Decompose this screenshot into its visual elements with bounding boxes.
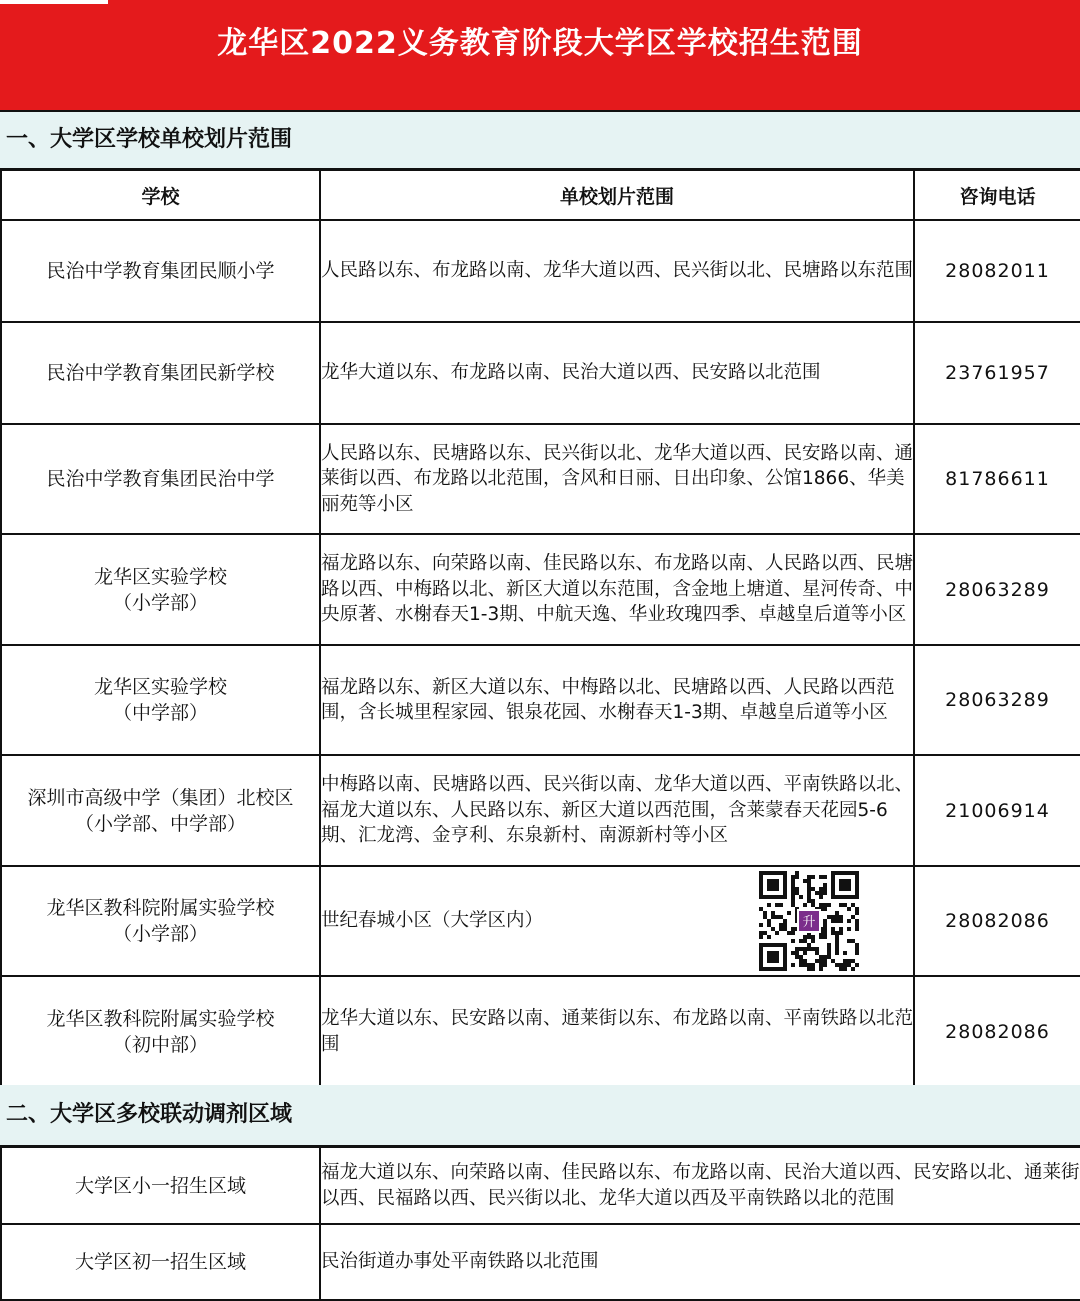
qr-module bbox=[847, 939, 851, 943]
school-name: 民治中学教育集团民顺小学 bbox=[1, 220, 320, 322]
qr-module bbox=[819, 875, 823, 879]
qr-module bbox=[823, 903, 827, 907]
qr-module bbox=[799, 959, 803, 963]
qr-module bbox=[815, 891, 819, 895]
qr-module bbox=[819, 887, 823, 891]
qr-module bbox=[847, 907, 851, 911]
qr-module bbox=[819, 959, 823, 963]
table-row bbox=[1, 1147, 1080, 1224]
table-row bbox=[1, 424, 1080, 534]
table-row bbox=[1, 645, 1080, 755]
qr-module bbox=[803, 947, 807, 951]
qr-module bbox=[807, 879, 811, 883]
qr-code[interactable] bbox=[751, 867, 869, 975]
qr-module bbox=[811, 939, 815, 943]
qr-module bbox=[807, 895, 811, 899]
range-text: 民治街道办事处平南铁路以北范围 bbox=[320, 1224, 1080, 1300]
table-row bbox=[1, 220, 1080, 322]
qr-module bbox=[839, 931, 843, 935]
qr-module bbox=[843, 951, 847, 955]
qr-module bbox=[823, 959, 827, 963]
qr-module bbox=[759, 931, 763, 935]
qr-module bbox=[779, 923, 783, 927]
qr-module bbox=[843, 959, 847, 963]
school-range-table bbox=[0, 169, 1080, 1088]
area-name: 大学区小一招生区域 bbox=[1, 1147, 320, 1224]
qr-module bbox=[803, 963, 807, 967]
qr-module bbox=[839, 919, 843, 923]
qr-module bbox=[791, 931, 795, 935]
qr-module bbox=[851, 939, 855, 943]
qr-module bbox=[767, 903, 771, 907]
qr-module bbox=[803, 935, 807, 939]
qr-module bbox=[811, 963, 815, 967]
range-text: 人民路以东、民塘路以东、民兴街以北、龙华大道以西、民安路以南、通莱街以西、布龙路以北范围，含风和日丽、日出印象、公馆1866、华美丽苑等小区 bbox=[320, 424, 914, 534]
qr-module bbox=[835, 947, 839, 951]
qr-module bbox=[823, 927, 827, 931]
qr-module bbox=[795, 951, 799, 955]
qr-module bbox=[851, 903, 855, 907]
qr-module bbox=[855, 911, 859, 915]
qr-module bbox=[823, 955, 827, 959]
area-name: 大学区初一招生区域 bbox=[1, 1224, 320, 1300]
table-row bbox=[1, 1224, 1080, 1300]
qr-module bbox=[811, 899, 815, 903]
header-school: 学校 bbox=[1, 170, 320, 220]
qr-module bbox=[791, 951, 795, 955]
qr-module bbox=[807, 883, 811, 887]
qr-module bbox=[775, 931, 779, 935]
qr-module bbox=[819, 895, 823, 899]
qr-module bbox=[807, 887, 811, 891]
qr-module bbox=[767, 923, 771, 927]
qr-module bbox=[791, 883, 795, 887]
qr-module bbox=[763, 931, 767, 935]
qr-module bbox=[775, 903, 779, 907]
qr-module bbox=[791, 939, 795, 943]
qr-module bbox=[791, 927, 795, 931]
adjustment-area-table bbox=[0, 1146, 1080, 1301]
qr-module bbox=[843, 903, 847, 907]
qr-module bbox=[815, 959, 819, 963]
qr-module bbox=[835, 943, 839, 947]
qr-module bbox=[827, 947, 831, 951]
qr-module bbox=[811, 935, 815, 939]
qr-module bbox=[855, 951, 859, 955]
qr-module bbox=[827, 951, 831, 955]
phone-number: 28063289 bbox=[914, 534, 1080, 645]
phone-number: 23761957 bbox=[914, 322, 1080, 424]
qr-module bbox=[787, 931, 791, 935]
qr-module bbox=[847, 963, 851, 967]
qr-module bbox=[823, 931, 827, 935]
qr-module bbox=[791, 887, 795, 891]
qr-module bbox=[799, 963, 803, 967]
qr-module bbox=[763, 911, 767, 915]
qr-module bbox=[811, 947, 815, 951]
qr-module bbox=[839, 915, 843, 919]
qr-module bbox=[771, 915, 775, 919]
qr-module bbox=[847, 927, 851, 931]
section-2-heading: 二、大学区多校联动调剂区域 bbox=[0, 1085, 1080, 1147]
qr-module bbox=[807, 935, 811, 939]
qr-module bbox=[791, 899, 795, 903]
qr-module bbox=[783, 927, 787, 931]
qr-module bbox=[855, 907, 859, 911]
range-text: 福龙路以东、向荣路以南、佳民路以东、布龙路以南、人民路以西、民塘路以西、中梅路以北、新区大道以东范围，含金地上塘道、星河传奇、中央原著、水榭春天1-3期、中航天逸、华业玫瑰四季、卓越皇后道等小区 bbox=[320, 534, 914, 645]
qr-badge-text: 升 bbox=[802, 915, 816, 930]
phone-number: 28082086 bbox=[914, 976, 1080, 1087]
qr-module bbox=[803, 951, 807, 955]
school-name: 龙华区实验学校 （小学部） bbox=[1, 534, 320, 645]
qr-module bbox=[819, 891, 823, 895]
qr-module bbox=[799, 955, 803, 959]
qr-module bbox=[819, 967, 823, 971]
qr-module bbox=[823, 907, 827, 911]
qr-module bbox=[835, 935, 839, 939]
qr-module bbox=[839, 967, 843, 971]
qr-module bbox=[779, 927, 783, 931]
header-range: 单校划片范围 bbox=[320, 170, 914, 220]
qr-module bbox=[823, 875, 827, 879]
qr-module bbox=[807, 943, 811, 947]
qr-module bbox=[855, 923, 859, 927]
qr-module bbox=[819, 963, 823, 967]
phone-number: 28082086 bbox=[914, 866, 1080, 976]
qr-module bbox=[791, 879, 795, 883]
qr-module bbox=[811, 887, 815, 891]
table-row bbox=[1, 534, 1080, 645]
qr-module bbox=[847, 959, 851, 963]
range-text: 中梅路以南、民塘路以西、民兴街以南、龙华大道以西、平南铁路以北、福龙大道以东、人民路以东、新区大道以西范围，含莱蒙春天花园5-6期、汇龙湾、金亨利、东泉新村、南源新村等小区 bbox=[320, 755, 914, 866]
qr-module bbox=[767, 919, 771, 923]
qr-module bbox=[835, 911, 839, 915]
qr-module bbox=[835, 931, 839, 935]
school-name: 深圳市高级中学（集团）北校区 （小学部、中学部） bbox=[1, 755, 320, 866]
qr-module bbox=[815, 947, 819, 951]
qr-module bbox=[855, 943, 859, 947]
qr-module bbox=[823, 887, 827, 891]
phone-number: 21006914 bbox=[914, 755, 1080, 866]
qr-module bbox=[795, 947, 799, 951]
qr-module bbox=[771, 911, 775, 915]
qr-module bbox=[847, 919, 851, 923]
range-text-cell bbox=[320, 866, 914, 976]
school-name: 龙华区实验学校 （中学部） bbox=[1, 645, 320, 755]
qr-module bbox=[807, 967, 811, 971]
qr-module bbox=[791, 875, 795, 879]
qr-module bbox=[811, 903, 815, 907]
qr-module bbox=[855, 919, 859, 923]
qr-module bbox=[759, 907, 763, 911]
qr-module bbox=[835, 939, 839, 943]
qr-module bbox=[795, 887, 799, 891]
phone-number: 28082011 bbox=[914, 220, 1080, 322]
qr-module bbox=[851, 967, 855, 971]
qr-module bbox=[835, 915, 839, 919]
qr-module bbox=[855, 927, 859, 931]
range-text: 人民路以东、布龙路以南、龙华大道以西、民兴街以北、民塘路以东范围 bbox=[320, 220, 914, 322]
qr-module bbox=[763, 915, 767, 919]
qr-finder bbox=[767, 879, 779, 891]
qr-module bbox=[807, 947, 811, 951]
school-name: 民治中学教育集团民治中学 bbox=[1, 424, 320, 534]
qr-code-image bbox=[759, 871, 861, 971]
qr-module bbox=[851, 959, 855, 963]
qr-module bbox=[827, 943, 831, 947]
qr-module bbox=[795, 871, 799, 875]
qr-module bbox=[831, 959, 835, 963]
qr-module bbox=[799, 895, 803, 899]
qr-module bbox=[783, 923, 787, 927]
qr-module bbox=[795, 891, 799, 895]
qr-module bbox=[795, 955, 799, 959]
qr-module bbox=[795, 875, 799, 879]
qr-module bbox=[807, 899, 811, 903]
qr-module bbox=[811, 967, 815, 971]
qr-module bbox=[815, 951, 819, 955]
qr-module bbox=[823, 923, 827, 927]
qr-module bbox=[779, 903, 783, 907]
qr-module bbox=[851, 915, 855, 919]
qr-module bbox=[839, 903, 843, 907]
page-title: 龙华区2022义务教育阶段大学区学校招生范围 bbox=[217, 26, 863, 61]
phone-number: 81786611 bbox=[914, 424, 1080, 534]
qr-module bbox=[831, 915, 835, 919]
qr-module bbox=[759, 923, 763, 927]
qr-module bbox=[803, 879, 807, 883]
range-text: 龙华大道以东、布龙路以南、民治大道以西、民安路以北范围 bbox=[320, 322, 914, 424]
qr-module bbox=[775, 915, 779, 919]
qr-module bbox=[835, 963, 839, 967]
qr-module bbox=[819, 903, 823, 907]
qr-module bbox=[831, 931, 835, 935]
table-row bbox=[1, 866, 1080, 976]
school-name: 龙华区教科院附属实验学校 （初中部） bbox=[1, 976, 320, 1087]
table-header-row bbox=[1, 170, 1080, 220]
qr-module bbox=[823, 935, 827, 939]
qr-module bbox=[819, 935, 823, 939]
qr-module bbox=[827, 903, 831, 907]
qr-module bbox=[791, 895, 795, 899]
title-banner bbox=[0, 0, 1080, 112]
qr-module bbox=[855, 963, 859, 967]
table-row bbox=[1, 755, 1080, 866]
qr-module bbox=[807, 891, 811, 895]
school-name: 龙华区教科院附属实验学校 （小学部） bbox=[1, 866, 320, 976]
qr-module bbox=[799, 947, 803, 951]
qr-module bbox=[803, 939, 807, 943]
qr-module bbox=[803, 903, 807, 907]
school-name: 民治中学教育集团民新学校 bbox=[1, 322, 320, 424]
qr-module bbox=[823, 883, 827, 887]
phone-number: 28063289 bbox=[914, 645, 1080, 755]
range-text: 福龙路以东、新区大道以东、中梅路以北、民塘路以西、人民路以西范围，含长城里程家园、银泉花园、水榭春天1-3期、卓越皇后道等小区 bbox=[320, 645, 914, 755]
qr-module bbox=[839, 927, 843, 931]
header-phone: 咨询电话 bbox=[914, 170, 1080, 220]
qr-module bbox=[835, 919, 839, 923]
qr-module bbox=[803, 959, 807, 963]
banner-corner bbox=[0, 0, 108, 4]
qr-module bbox=[783, 919, 787, 923]
qr-module bbox=[771, 927, 775, 931]
qr-module bbox=[767, 935, 771, 939]
qr-module bbox=[811, 875, 815, 879]
qr-module bbox=[827, 915, 831, 919]
qr-module bbox=[791, 903, 795, 907]
qr-module bbox=[807, 963, 811, 967]
qr-module bbox=[807, 875, 811, 879]
qr-module bbox=[779, 915, 783, 919]
qr-finder bbox=[767, 951, 779, 963]
range-text: 福龙大道以东、向荣路以南、佳民路以东、布龙路以南、民治大道以西、民安路以北、通莱街以西、民福路以西、民兴街以北、龙华大道以西及平南铁路以北的范围 bbox=[320, 1147, 1080, 1224]
qr-module bbox=[819, 955, 823, 959]
qr-module bbox=[831, 919, 835, 923]
qr-module bbox=[835, 951, 839, 955]
qr-module bbox=[823, 919, 827, 923]
qr-module bbox=[843, 967, 847, 971]
qr-module bbox=[799, 939, 803, 943]
qr-module bbox=[843, 963, 847, 967]
qr-finder bbox=[839, 879, 851, 891]
qr-module bbox=[791, 963, 795, 967]
qr-module bbox=[823, 963, 827, 967]
qr-module bbox=[827, 955, 831, 959]
qr-module bbox=[855, 947, 859, 951]
qr-module bbox=[823, 891, 827, 895]
table-row bbox=[1, 976, 1080, 1087]
table-row bbox=[1, 322, 1080, 424]
qr-module bbox=[839, 963, 843, 967]
qr-module bbox=[759, 935, 763, 939]
section-1-heading: 一、大学区学校单校划片范围 bbox=[0, 112, 1080, 170]
qr-module bbox=[791, 891, 795, 895]
qr-module bbox=[831, 927, 835, 931]
qr-module bbox=[787, 911, 791, 915]
range-text: 世纪春城小区（大学区内） bbox=[321, 910, 544, 932]
range-text: 龙华大道以东、民安路以南、通莱街以东、布龙路以南、平南铁路以北范围 bbox=[320, 976, 914, 1087]
